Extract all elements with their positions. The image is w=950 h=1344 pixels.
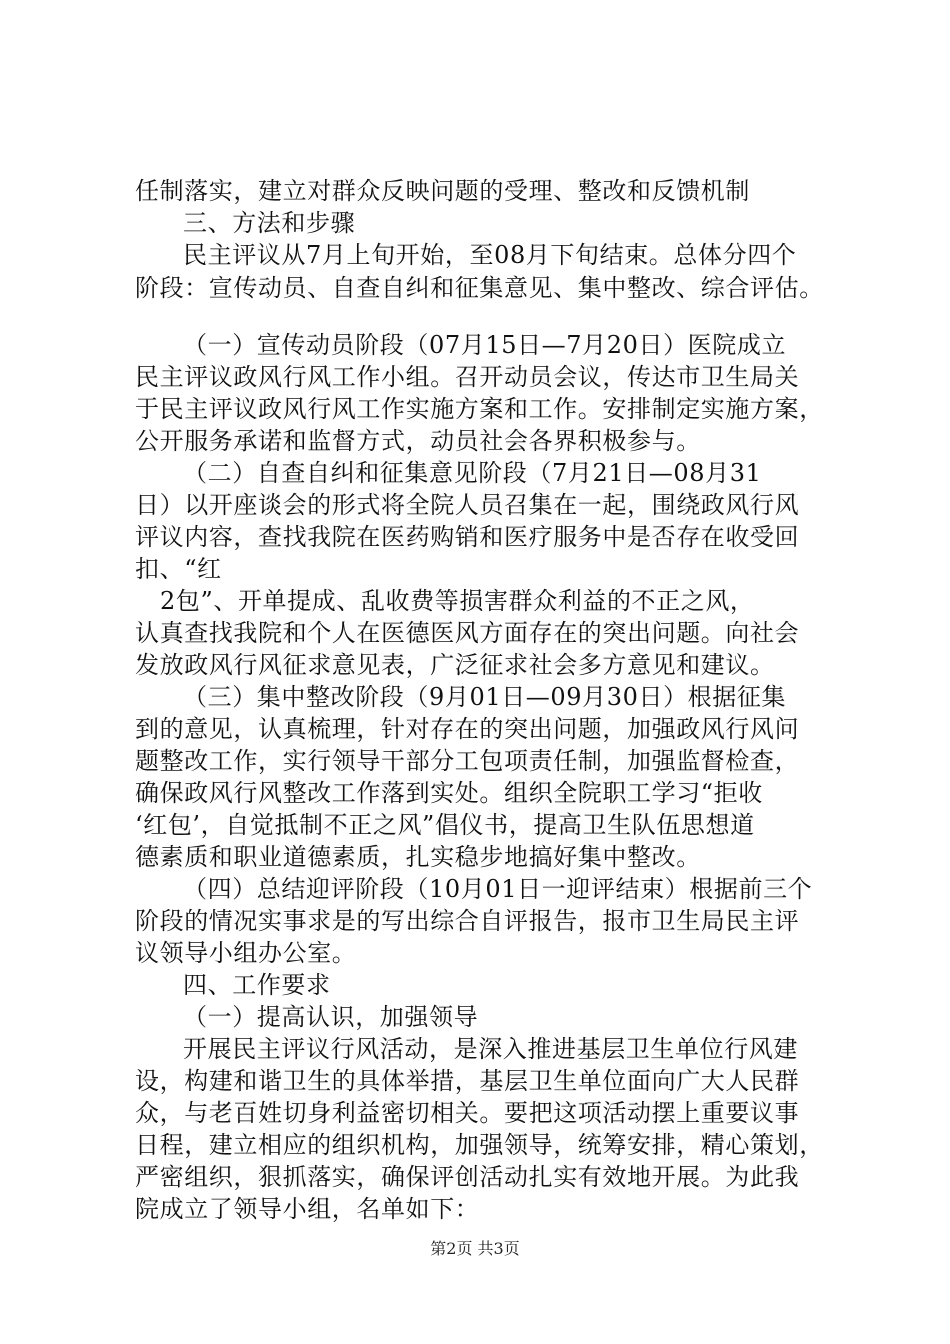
text-line: 到的意见，认真梳理，针对存在的突出问题，加强政风行风问 — [135, 715, 800, 743]
text-line: 院成立了领导小组，名单如下： — [135, 1195, 480, 1223]
text-line: 于民主评议政风行风工作实施方案和工作。安排制定实施方案， — [135, 395, 824, 423]
text-line: 设，构建和谐卫生的具体举措，基层卫生单位面向广大人民群 — [135, 1067, 800, 1095]
text-line: 阶段的情况实事求是的写出综合自评报告，报市卫生局民主评 — [135, 907, 800, 935]
text-line: 公开服务承诺和监督方式，动员社会各界积极参与。 — [135, 427, 701, 455]
text-line: 开展民主评议行风活动，是深入推进基层卫生单位行风建 — [183, 1035, 798, 1063]
text-line: 任制落实，建立对群众反映问题的受理、整改和反馈机制 — [135, 177, 750, 205]
text-line: 题整改工作，实行领导干部分工包项责任制，加强监督检查， — [135, 747, 800, 775]
text-line: 民主评议从7月上旬开始，至08月下旬结束。总体分四个 — [183, 241, 797, 269]
text-line: 严密组织，狠抓落实，确保评创活动扎实有效地开展。为此我 — [135, 1163, 800, 1191]
section-heading: 三、方法和步骤 — [183, 209, 356, 237]
text-line: 日）以开座谈会的形式将全院人员召集在一起，围绕政风行风 — [135, 491, 800, 519]
text-line: 日程，建立相应的组织机构，加强领导，统筹安排，精心策划， — [135, 1131, 824, 1159]
text-line: 发放政风行风征求意见表，广泛征求社会多方意见和建议。 — [135, 651, 775, 679]
text-line: 评议内容，查找我院在医药购销和医疗服务中是否存在收受回 — [135, 523, 800, 551]
section-heading: 四、工作要求 — [183, 971, 331, 999]
text-line: 确保政风行风整改工作落到实处。组织全院职工学习“拒收 — [135, 779, 763, 807]
text-line: ‘红包’，自觉抵制不正之风”倡仪书，提高卫生队伍思想道 — [135, 811, 755, 839]
subsection-heading: （一）提高认识，加强领导 — [183, 1003, 479, 1031]
text-line: 认真查找我院和个人在医德医风方面存在的突出问题。向社会 — [135, 619, 800, 647]
text-line: 议领导小组办公室。 — [135, 939, 357, 967]
text-line: （三）集中整改阶段（9月01日—09月30日）根据征集 — [183, 683, 787, 711]
text-line: 2包”、开单提成、乱收费等损害群众利益的不正之风， — [160, 587, 755, 615]
text-line: 扣、“红 — [135, 555, 222, 583]
page-number: 第2页 共3页 — [430, 1239, 520, 1258]
text-line: （一）宣传动员阶段（07月15日—7月20日）医院成立 — [183, 331, 787, 359]
text-line: 民主评议政风行风工作小组。召开动员会议，传达市卫生局关 — [135, 363, 800, 391]
text-line: （四）总结迎评阶段（10月01日一迎评结束）根据前三个 — [183, 875, 813, 903]
text-line: （二）自查自纠和征集意见阶段（7月21日—08月31 — [183, 459, 762, 487]
text-line: 阶段：宣传动员、自查自纠和征集意见、集中整改、综合评估。 — [135, 274, 824, 302]
text-line: 德素质和职业道德素质，扎实稳步地搞好集中整改。 — [135, 843, 701, 871]
text-line: 众，与老百姓切身利益密切相关。要把这项活动摆上重要议事 — [135, 1099, 800, 1127]
